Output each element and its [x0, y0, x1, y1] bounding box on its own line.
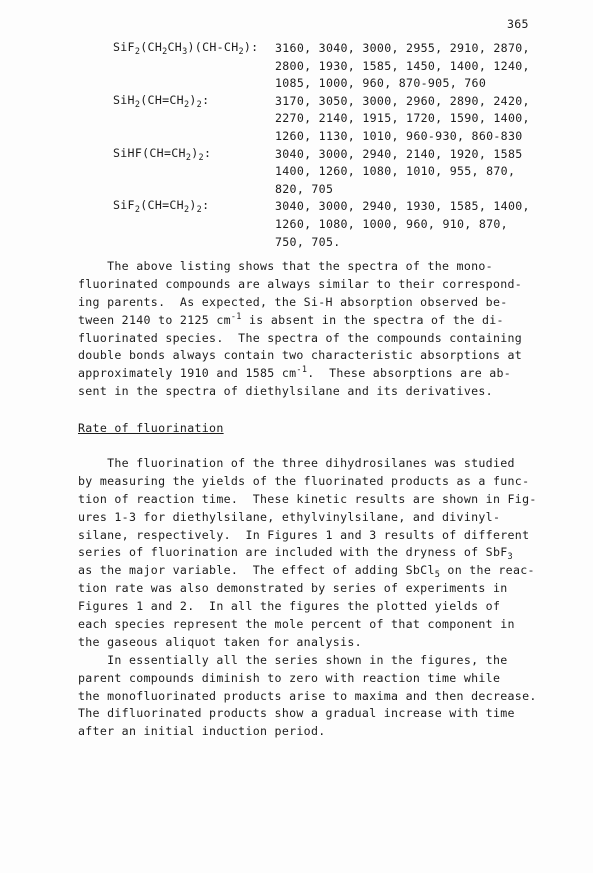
spectrum-entry [0, 198, 593, 251]
compound-formula: $SiHF(CH=CH_2)_2$: [113, 145, 212, 163]
absorption-bands [275, 146, 593, 199]
band-line: 2800, 1930, 1585, 1450, 1400, 1240, [275, 58, 530, 73]
text-line: each species represent the mole percent of that component in [78, 617, 515, 632]
spectrum-entry [0, 40, 593, 93]
text-line: ures 1-3 for diethylsilane, ethylvinylsilane, and divinyl- [78, 509, 501, 524]
text-line: by measuring the yields of the fluorinated products as a func- [78, 473, 530, 488]
text-line: ing parents. As expected, the Si-H absorption observed be- [78, 294, 508, 309]
absorption-bands [275, 198, 593, 251]
text-line: Figures 1 and 2. In all the figures the plotted yields of [78, 599, 501, 614]
band-line: 2270, 2140, 1915, 1720, 1590, 1400, [275, 111, 530, 126]
absorption-bands [275, 40, 593, 93]
text-line: The difluorinated products show a gradual increase with time [78, 706, 515, 721]
text-line: tion rate was also demonstrated by series of experiments in [78, 581, 508, 596]
text-line: fluorinated species. The spectra of the compounds containing [78, 330, 523, 345]
band-line: 3040, 3000, 2940, 1930, 1585, 1400, [275, 199, 530, 214]
paragraph-fluorination-rate [78, 455, 548, 741]
band-line: 1260, 1130, 1010, 960-930, 860-830 [275, 128, 523, 143]
text-line: The above listing shows that the spectra of the mono- [78, 259, 493, 273]
text-line: fluorinated compounds are always similar to their correspond- [78, 276, 523, 291]
text-line: as the major variable. The effect of adding SbCl$_5$ on the reac- [78, 563, 535, 581]
text-line: silane, respectively. In Figures 1 and 3 results of different [78, 527, 530, 542]
text-line: In essentially all the series shown in the figures, the [78, 652, 508, 667]
text-line: series of fluorination are included with the dryness of SbF$_3$ [78, 545, 513, 563]
page-number: 365 [507, 17, 529, 31]
band-line: 1085, 1000, 960, 870-905, 760 [275, 76, 487, 91]
text-line: tion of reaction time. These kinetic results are shown in Fig- [78, 491, 537, 506]
text-line: double bonds always contain two characteristic absorptions at [78, 348, 523, 363]
band-line: 1400, 1260, 1080, 1010, 955, 870, [275, 164, 516, 179]
section-heading: Rate of fluorination [78, 421, 224, 435]
text-line: after an initial induction period. [78, 724, 326, 739]
text-line: The fluorination of the three dihydrosilanes was studied [78, 456, 515, 470]
band-line: 3160, 3040, 3000, 2955, 2910, 2870, [275, 41, 530, 55]
band-line: 1260, 1080, 1000, 960, 910, 870, [275, 216, 508, 231]
text-line: the monofluorinated products arise to maxima and then decrease. [78, 688, 537, 703]
text-line: sent in the spectra of diethylsilane and its derivatives. [78, 384, 493, 399]
compound-formula: $SiF_2(CH=CH_2)_2$: [113, 198, 210, 216]
ir-spectra-listing [0, 40, 593, 251]
text-line: tween 2140 to 2125 $cm^{-1}$ is absent in the spectra of the di- [78, 311, 504, 327]
compound-formula: $SiF_2(CH_2CH_3)(CH-CH_2)$: [113, 40, 259, 57]
text-line: the gaseous aliquot taken for analysis. [78, 634, 362, 649]
band-line: 750, 705. [275, 234, 341, 249]
compound-formula: $SiH_2(CH=CH_2)_2$: [113, 92, 210, 110]
text-line: parent compounds diminish to zero with reaction time while [78, 670, 501, 685]
text-line: approximately 1910 and 1585 $cm^{-1}$. These absorptions are ab- [78, 365, 512, 381]
band-line: 3040, 3000, 2940, 2140, 1920, 1585 [275, 146, 523, 161]
absorption-bands [275, 93, 593, 146]
band-line: 820, 705 [275, 181, 334, 196]
spectrum-entry [0, 146, 593, 199]
spectrum-entry [0, 93, 593, 146]
band-line: 3170, 3050, 3000, 2960, 2890, 2420, [275, 93, 530, 108]
paragraph-spectra-discussion [78, 258, 548, 401]
